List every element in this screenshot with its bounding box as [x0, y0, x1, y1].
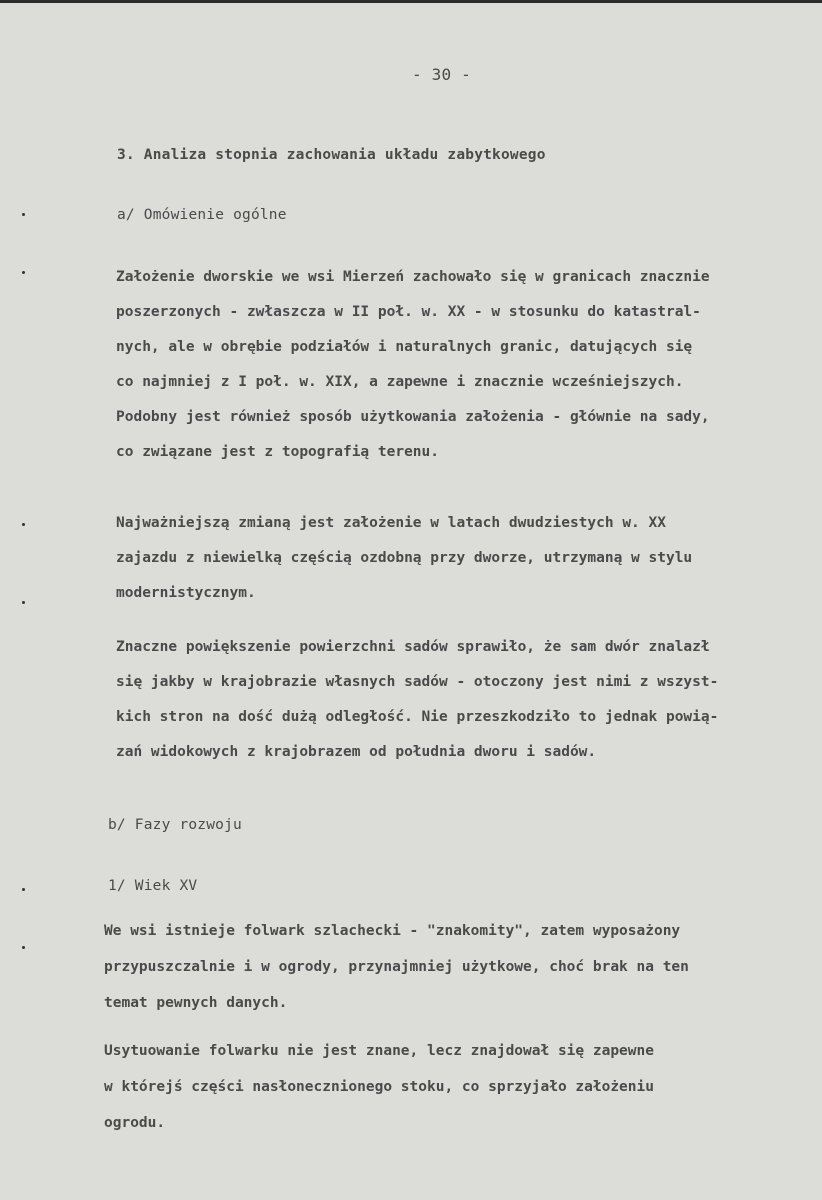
binder-hole-mark	[22, 946, 25, 949]
text-line: Założenie dworskie we wsi Mierzeń zachowało się w granicach znacznie	[116, 269, 710, 285]
text-line: Najważniejszą zmianą jest założenie w latach dwudziestych w. XX	[116, 515, 666, 531]
binder-hole-mark	[22, 601, 25, 604]
section-heading: 3. Analiza stopnia zachowania układu zabytkowego	[117, 147, 546, 163]
text-line: co najmniej z I poł. w. XIX, a zapewne i znacznie wcześniejszych.	[116, 374, 684, 390]
text-line: modernistycznym.	[116, 585, 256, 601]
text-line: w którejś części nasłonecznionego stoku, co sprzyjało założeniu	[104, 1079, 654, 1095]
text-line: Znaczne powiększenie powierzchni sadów sprawiło, że sam dwór znalazł	[116, 639, 710, 655]
text-line: Podobny jest również sposób użytkowania założenia - głównie na sady,	[116, 409, 710, 425]
text-line: kich stron na dość dużą odległość. Nie przeszkodziło to jednak powią-	[116, 709, 719, 725]
text-line: Usytuowanie folwarku nie jest znane, lecz znajdował się zapewne	[104, 1043, 654, 1059]
text-line: zań widokowych z krajobrazem od południa dworu i sadów.	[116, 744, 597, 760]
subsection-heading-b1: 1/ Wiek XV	[108, 878, 198, 894]
text-line: We wsi istnieje folwark szlachecki - "znakomity", zatem wyposażony	[104, 923, 681, 939]
binder-hole-mark	[22, 888, 25, 891]
text-line: co związane jest z topografią terenu.	[116, 444, 440, 460]
text-line: poszerzonych - zwłaszcza w II poł. w. XX - w stosunku do katastral-	[116, 304, 701, 320]
page-number: - 30 -	[412, 65, 471, 84]
text-line: ogrodu.	[104, 1115, 166, 1131]
binder-hole-mark	[22, 523, 25, 526]
text-line: temat pewnych danych.	[104, 995, 288, 1011]
text-line: przypuszczalnie i w ogrody, przynajmniej użytkowe, choć brak na ten	[104, 959, 689, 975]
binder-hole-mark	[22, 271, 25, 274]
text-line: zajazdu z niewielką częścią ozdobną przy dworze, utrzymaną w stylu	[116, 550, 693, 566]
subsection-heading-a: a/ Omówienie ogólne	[117, 207, 287, 223]
text-line: się jakby w krajobrazie własnych sadów - otoczony jest nimi z wszyst-	[116, 674, 719, 690]
subsection-heading-b: b/ Fazy rozwoju	[108, 817, 242, 833]
text-line: nych, ale w obrębie podziałów i naturalnych granic, datujących się	[116, 339, 693, 355]
binder-hole-mark	[22, 213, 25, 216]
